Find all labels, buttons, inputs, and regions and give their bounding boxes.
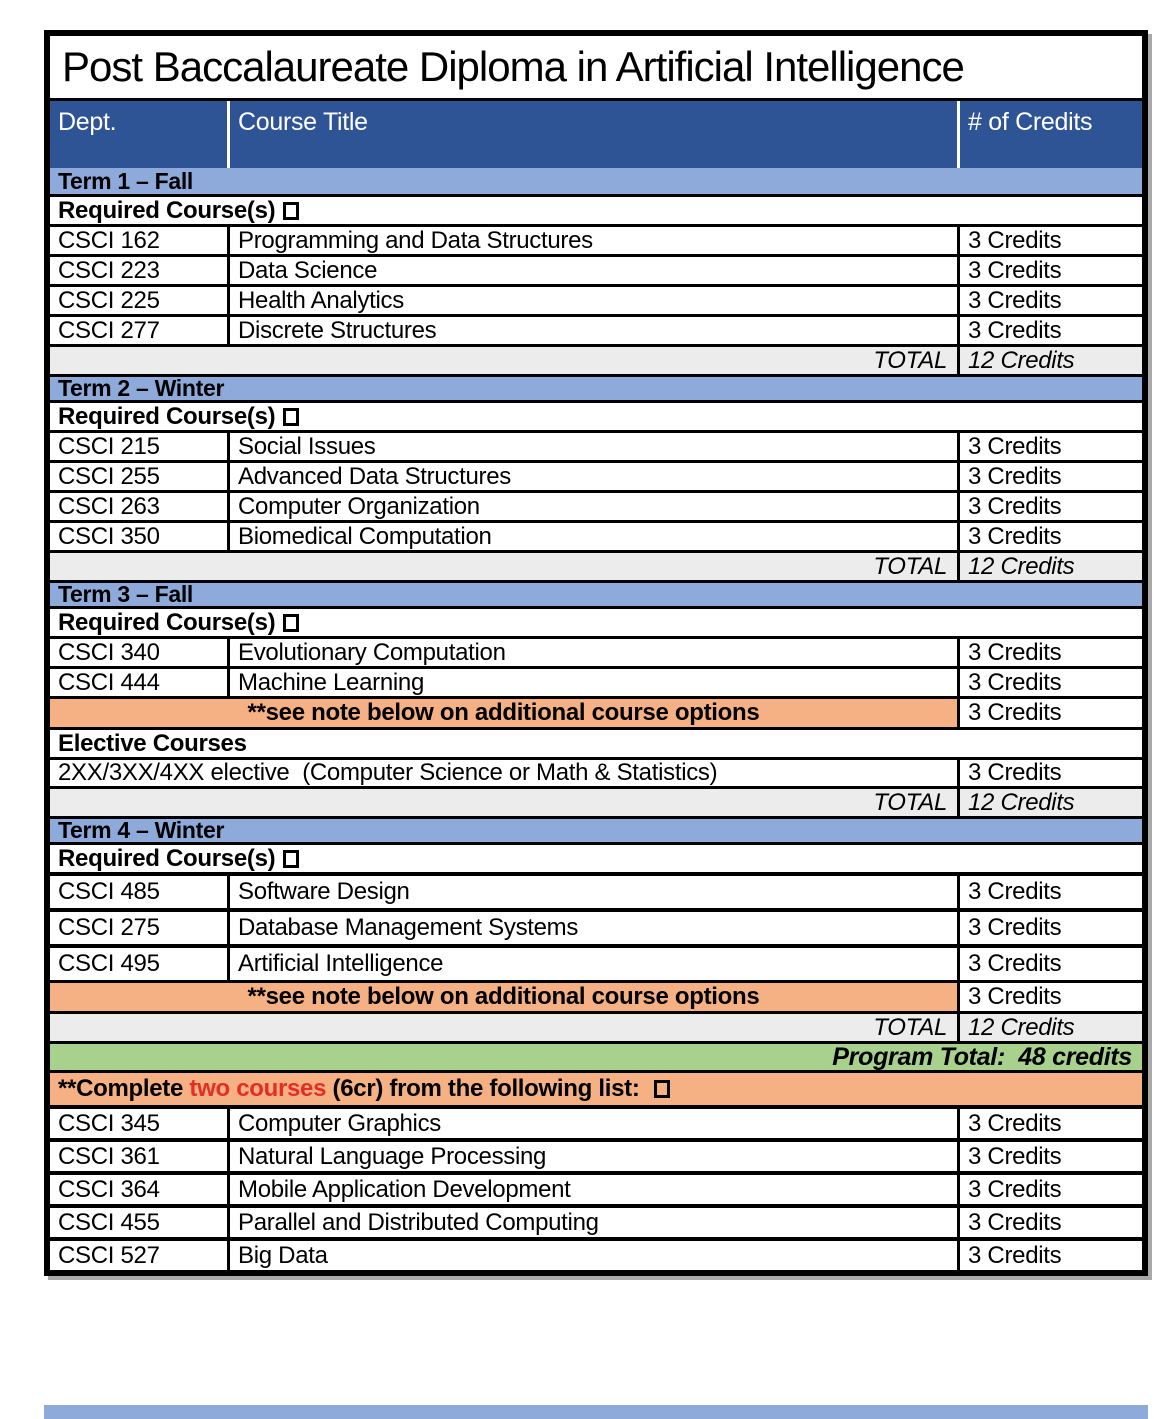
page-title: Post Baccalaureate Diploma in Artificial Intelligence xyxy=(62,43,964,90)
total-credits-cell: 12 Credits xyxy=(968,789,1075,816)
complete-note-prefix: **Complete xyxy=(58,1075,190,1102)
dept-cell: CSCI 277 xyxy=(50,317,230,344)
course-title-cell: Mobile Application Development xyxy=(230,1175,960,1204)
dept-cell: CSCI 340 xyxy=(50,639,230,666)
subheader-row xyxy=(50,194,1142,224)
course-row xyxy=(50,254,1142,284)
dept-cell: CSCI 215 xyxy=(50,433,230,460)
total-credits-cell: 12 Credits xyxy=(968,1014,1075,1041)
credits-cell: 3 Credits xyxy=(968,1109,1062,1137)
choice-row xyxy=(50,1237,1142,1270)
course-title-cell: Parallel and Distributed Computing xyxy=(230,1208,960,1237)
course-title-cell: Programming and Data Structures xyxy=(230,227,960,254)
term-row xyxy=(50,580,1142,606)
col-header-credits: # of Credits xyxy=(968,108,1093,136)
course-title-cell: Computer Organization xyxy=(230,493,960,520)
checkbox-icon[interactable] xyxy=(283,850,299,868)
choice-row xyxy=(50,1138,1142,1171)
subheader-label: Elective Courses xyxy=(58,730,247,757)
course-title-cell: Advanced Data Structures xyxy=(230,463,960,490)
course-row xyxy=(50,666,1142,696)
course2-row xyxy=(50,944,1142,980)
course-row xyxy=(50,460,1142,490)
program-table xyxy=(44,30,1148,1276)
course-row xyxy=(50,224,1142,254)
credits-cell: 3 Credits xyxy=(968,463,1062,490)
credits-cell: 3 Credits xyxy=(968,878,1062,905)
total-row xyxy=(50,344,1142,374)
credits-cell: 3 Credits xyxy=(968,287,1062,314)
note-cell: **see note below on additional course options xyxy=(50,983,960,1011)
credits-cell: 3 Credits xyxy=(968,760,1062,786)
credits-cell: 3 Credits xyxy=(968,257,1062,284)
dept-cell: CSCI 255 xyxy=(50,463,230,490)
elective-row xyxy=(50,757,1142,786)
col-header-dept: Dept. xyxy=(50,101,230,168)
dept-cell: CSCI 263 xyxy=(50,493,230,520)
term-label: Term 4 – Winter xyxy=(58,819,225,842)
subheader-label: Required Course(s) xyxy=(58,609,276,636)
subheader-row xyxy=(50,400,1142,430)
choice-row xyxy=(50,1171,1142,1204)
dept-cell: CSCI 275 xyxy=(50,912,230,944)
dept-cell: CSCI 225 xyxy=(50,287,230,314)
total-label-cell: TOTAL xyxy=(50,553,960,580)
course-title-cell: Health Analytics xyxy=(230,287,960,314)
credits-cell: 3 Credits xyxy=(968,699,1062,726)
complete-note-cell xyxy=(50,1073,1142,1105)
dept-cell: CSCI 162 xyxy=(50,227,230,254)
program-total-cell: Program Total: 48 credits xyxy=(832,1044,1132,1070)
course-row xyxy=(50,314,1142,344)
total-label-cell: TOTAL xyxy=(50,1014,960,1041)
checkbox-icon[interactable] xyxy=(283,202,299,220)
bottom-partial-row xyxy=(44,1405,1148,1419)
credits-cell: 3 Credits xyxy=(968,227,1062,254)
total-credits-cell: 12 Credits xyxy=(968,553,1075,580)
subheader-label: Required Course(s) xyxy=(58,197,276,224)
dept-cell: CSCI 223 xyxy=(50,257,230,284)
section-subheader xyxy=(50,730,1142,757)
credits-cell: 3 Credits xyxy=(968,1175,1062,1203)
credits-cell: 3 Credits xyxy=(968,983,1062,1010)
term-row xyxy=(50,168,1142,194)
credits-cell: 3 Credits xyxy=(968,1241,1062,1269)
note-row xyxy=(50,980,1142,1011)
total-row xyxy=(50,550,1142,580)
choice-row xyxy=(50,1105,1142,1138)
total-row xyxy=(50,1011,1142,1041)
section-subheader xyxy=(50,845,1142,872)
checkbox-icon[interactable] xyxy=(654,1080,670,1098)
dept-cell: CSCI 364 xyxy=(50,1175,230,1204)
note-row xyxy=(50,696,1142,727)
choice-row xyxy=(50,1204,1142,1237)
section-subheader xyxy=(50,609,1142,636)
subheader-row xyxy=(50,842,1142,872)
dept-cell: CSCI 485 xyxy=(50,876,230,908)
column-header-row xyxy=(50,98,1142,168)
table-body xyxy=(50,168,1142,1270)
program-total-row xyxy=(50,1041,1142,1070)
section-subheader xyxy=(50,197,1142,224)
total-label-cell: TOTAL xyxy=(50,789,960,816)
term-label: Term 1 – Fall xyxy=(58,168,194,194)
credits-cell: 3 Credits xyxy=(968,1208,1062,1236)
col-header-course-title: Course Title xyxy=(230,101,960,168)
credits-cell: 3 Credits xyxy=(968,493,1062,520)
credits-cell: 3 Credits xyxy=(968,950,1062,977)
credits-cell: 3 Credits xyxy=(968,317,1062,344)
credits-cell: 3 Credits xyxy=(968,523,1062,550)
subheader-label: Required Course(s) xyxy=(58,845,276,872)
course-row xyxy=(50,490,1142,520)
complete-note-highlight: two courses xyxy=(189,1075,327,1102)
section-subheader xyxy=(50,403,1142,430)
note-cell: **see note below on additional course options xyxy=(50,699,960,727)
checkbox-icon[interactable] xyxy=(283,408,299,426)
course2-row xyxy=(50,872,1142,908)
course-title-cell: Social Issues xyxy=(230,433,960,460)
course-row xyxy=(50,520,1142,550)
dept-cell: CSCI 350 xyxy=(50,523,230,550)
course-title-cell: Database Management Systems xyxy=(230,912,960,944)
dept-cell: CSCI 444 xyxy=(50,669,230,696)
course-title-cell: Artificial Intelligence xyxy=(230,948,960,980)
total-credits-cell: 12 Credits xyxy=(968,347,1075,374)
credits-cell: 3 Credits xyxy=(968,639,1062,666)
dept-cell: CSCI 345 xyxy=(50,1109,230,1138)
course-title-cell: Biomedical Computation xyxy=(230,523,960,550)
course-title-cell: Data Science xyxy=(230,257,960,284)
term-row xyxy=(50,374,1142,400)
checkbox-icon[interactable] xyxy=(283,614,299,632)
title-row xyxy=(50,36,1142,98)
course-title-cell: Evolutionary Computation xyxy=(230,639,960,666)
total-label-cell: TOTAL xyxy=(50,347,960,374)
course-title-cell: Natural Language Processing xyxy=(230,1142,960,1171)
subheader-label: Required Course(s) xyxy=(58,403,276,430)
course-title-cell: Big Data xyxy=(230,1241,960,1270)
elective-option-cell: 2XX/3XX/4XX elective (Computer Science or Math & Statistics) xyxy=(50,760,960,786)
subheader-row xyxy=(50,606,1142,636)
credits-cell: 3 Credits xyxy=(968,1142,1062,1170)
dept-cell: CSCI 455 xyxy=(50,1208,230,1237)
course-row xyxy=(50,636,1142,666)
course-title-cell: Discrete Structures xyxy=(230,317,960,344)
dept-cell: CSCI 495 xyxy=(50,948,230,980)
dept-cell: CSCI 361 xyxy=(50,1142,230,1171)
course-row xyxy=(50,284,1142,314)
subheader-row xyxy=(50,727,1142,757)
course2-row xyxy=(50,908,1142,944)
course-title-cell: Software Design xyxy=(230,876,960,908)
credits-cell: 3 Credits xyxy=(968,669,1062,696)
term-label: Term 2 – Winter xyxy=(58,377,225,400)
course-title-cell: Machine Learning xyxy=(230,669,960,696)
term-label: Term 3 – Fall xyxy=(58,583,194,606)
dept-cell: CSCI 527 xyxy=(50,1241,230,1270)
complete-note-row xyxy=(50,1070,1142,1105)
course-title-cell: Computer Graphics xyxy=(230,1109,960,1138)
credits-cell: 3 Credits xyxy=(968,914,1062,941)
total-row xyxy=(50,786,1142,816)
term-row xyxy=(50,816,1142,842)
complete-note-suffix: (6cr) from the following list: xyxy=(326,1075,646,1102)
course-row xyxy=(50,430,1142,460)
credits-cell: 3 Credits xyxy=(968,433,1062,460)
